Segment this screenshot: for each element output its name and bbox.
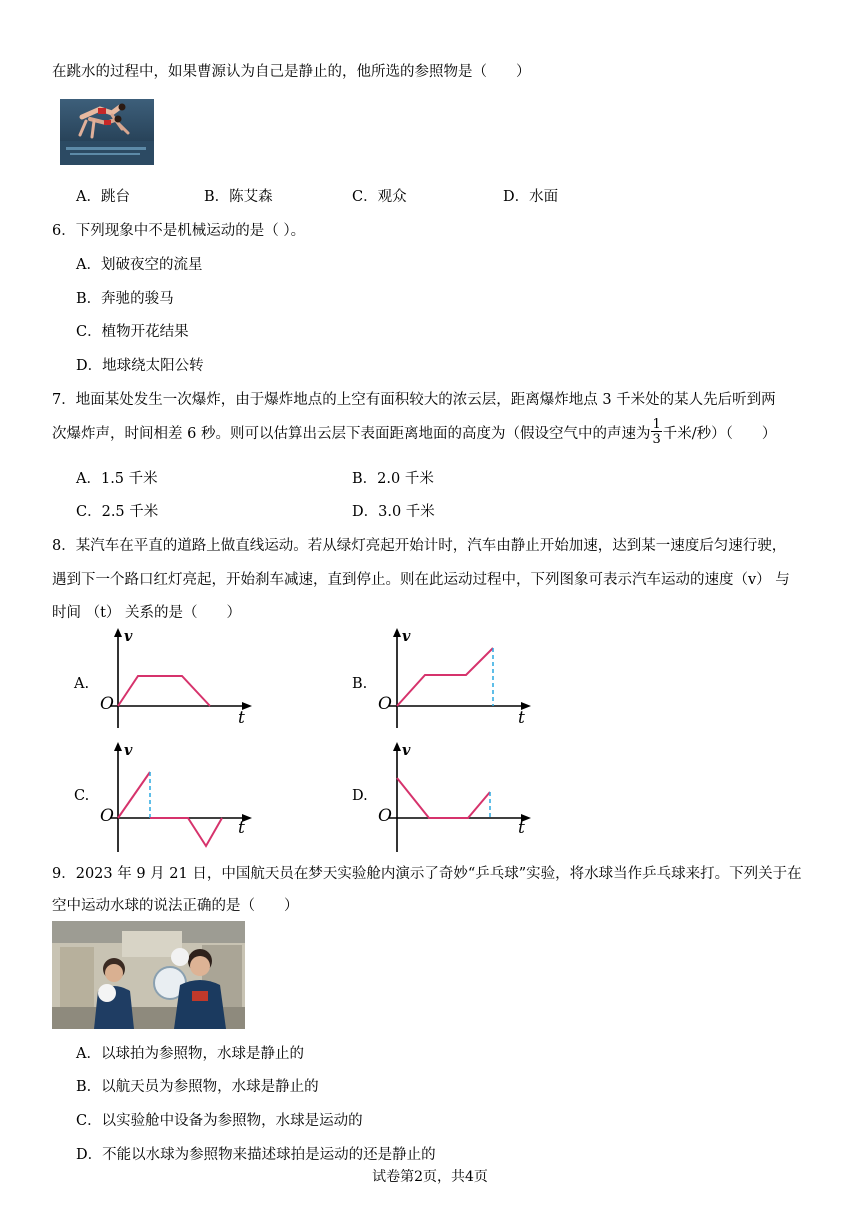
graph-d-axis-t: t (518, 818, 525, 838)
speed-fraction (651, 418, 661, 446)
q6-option-a[interactable]: A．划破夜空的流星 (76, 257, 203, 273)
q9-option-a[interactable]: A．以球拍为参照物，水球是静止的 (76, 1046, 304, 1062)
q7-option-b[interactable]: B．2.0 千米 (352, 471, 434, 487)
q5-option-d[interactable]: D．水面 (503, 189, 559, 205)
graph-b-axis-t: t (518, 708, 525, 728)
graph-b-axis-v: v (402, 628, 411, 645)
graph-a-label[interactable]: A. (74, 676, 90, 692)
q7-option-c[interactable]: C．2.5 千米 (76, 504, 159, 520)
graph-c-axis-v: v (124, 742, 133, 759)
diving-photo (60, 99, 154, 165)
fraction-denominator: 3 (652, 432, 661, 447)
q9-option-b[interactable]: B．以航天员为参照物，水球是静止的 (76, 1079, 319, 1095)
q6-option-b[interactable]: B．奔驰的骏马 (76, 291, 174, 307)
graph-a-origin: O (100, 694, 114, 714)
graph-b-label[interactable]: B. (352, 676, 368, 692)
q8-stem-line3: 时间 （t） 关系的是（ ） (52, 605, 242, 621)
graph-d-label[interactable]: D. (352, 788, 368, 804)
graph-b-origin: O (378, 694, 392, 714)
q7-stem-line1: 7．地面某处发生一次爆炸，由于爆炸地点的上空有面积较大的浓云层，距离爆炸地点 3 千米处的某人先后听到两 (52, 392, 776, 408)
q9-stem-line2: 空中运动水球的说法正确的是（ ） (52, 898, 299, 914)
q8-stem-line1: 8．某汽车在平直的道路上做直线运动。若从绿灯亮起开始计时，汽车由静止开始加速，达到某一速度后匀速行驶， (52, 538, 787, 554)
graph-c-axis-t: t (238, 818, 245, 838)
graph-a-axis-v: v (124, 628, 133, 645)
q9-stem-line1: 9．2023 年 9 月 21 日，中国航天员在梦天实验舱内演示了奇妙“乒乓球”实验，将水球当作乒乓球来打。下列关于在 (52, 866, 802, 882)
q5-stem: 在跳水的过程中，如果曹源认为自己是静止的，他所选的参照物是（ ） (52, 64, 531, 80)
q5-option-c[interactable]: C．观众 (352, 189, 407, 205)
astronaut-photo (52, 921, 245, 1029)
q6-option-d[interactable]: D．地球绕太阳公转 (76, 358, 204, 374)
q7-stem-line2 (52, 418, 776, 446)
q7-stem-line2-text-a: 次爆炸声，时间相差 6 秒。则可以估算出云层下表面距离地面的高度为（假设空气中的声速为 (52, 425, 651, 442)
q6-stem: 6．下列现象中不是机械运动的是（ ）。 (52, 223, 306, 239)
graph-a-axis-t: t (238, 708, 245, 728)
q5-option-b[interactable]: B．陈艾森 (204, 189, 273, 205)
graph-d-origin: O (378, 806, 392, 826)
q8-stem-line2: 遇到下一个路口红灯亮起，开始刹车减速，直到停止。则在此运动过程中，下列图象可表示汽车运动的速度（v） 与 (52, 572, 790, 588)
q5-option-a[interactable]: A．跳台 (76, 189, 130, 205)
graph-c-origin: O (100, 806, 114, 826)
page-footer: 试卷第2页，共4页 (372, 1169, 488, 1185)
fraction-numerator: 1 (652, 417, 661, 432)
graph-c-label[interactable]: C. (74, 788, 90, 804)
q9-option-c[interactable]: C．以实验舱中设备为参照物，水球是运动的 (76, 1113, 363, 1129)
q7-stem-line2-text-b: 千米/秒）（ ） (662, 425, 777, 442)
q6-option-c[interactable]: C．植物开花结果 (76, 324, 189, 340)
q9-option-d[interactable]: D．不能以水球为参照物来描述球拍是运动的还是静止的 (76, 1147, 436, 1163)
graph-d-axis-v: v (402, 742, 411, 759)
q7-option-a[interactable]: A．1.5 千米 (76, 471, 158, 487)
q7-option-d[interactable]: D．3.0 千米 (352, 504, 435, 520)
